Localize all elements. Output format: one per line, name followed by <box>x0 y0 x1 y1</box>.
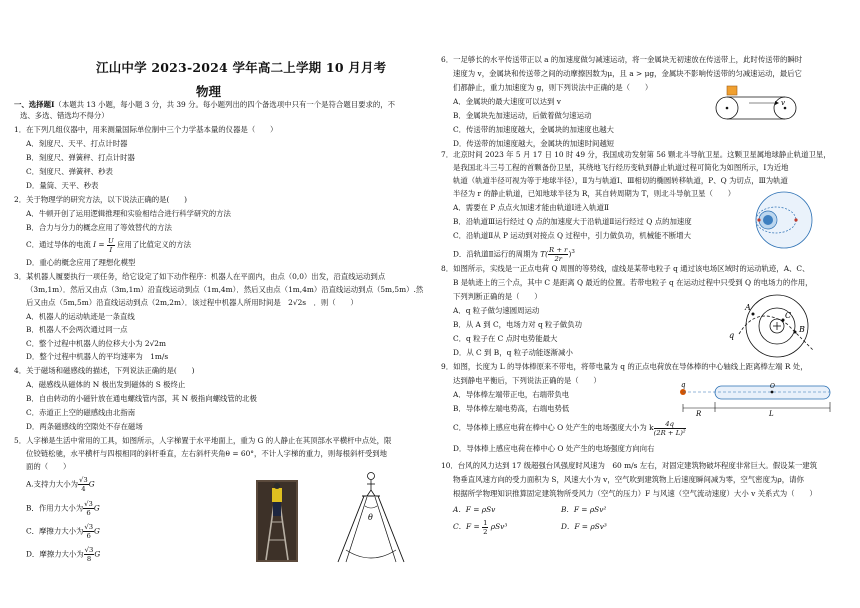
q7-orbit-figure <box>746 190 822 250</box>
section-desc-1: （本题共 13 小题，每小题 3 分，共 39 分。每小题列出的四个备选项中只有一个是符合题目要求的，不 <box>54 100 396 109</box>
q10-c-num: 1 <box>483 518 488 527</box>
q5-line-2: 位铰链松驰，水平横杆与四根相同的斜杆垂直，左右斜杆夹角θ = 60°，不计人字梯的重力，则每根斜杆受到地 <box>26 449 388 458</box>
q9-line-1: 9．如图，长度为 L 的导体棒原来不带电，将带电量为 q 的正点电荷放在导体棒的中心轴线上距离棒左端 R 处， <box>441 362 808 371</box>
q8-option-b: B．从 A 到 C，电场力对 q 粒子做负功 <box>453 320 582 329</box>
q2-c-den: I <box>109 245 113 254</box>
q9-option-d: D．导体棒上感应电荷在棒中心 O 处产生的电场强度方向向右 <box>453 444 655 453</box>
q4-option-b: B．自由转动的小磁针放在通电螺线管内部，其 N 极指向螺线管的北极 <box>26 394 257 403</box>
q6-line-1: 6．一足够长的水平传送带正以 a 的加速度做匀减速运动，将一金属块无初速放在传送带上，此时传送带的瞬时 <box>441 55 803 64</box>
q5-b-den: 6 <box>86 509 91 517</box>
q8-line-1: 8．如图所示，实线是一正点电荷 Q 周围的等势线，虚线是某带电粒子 q 通过该电场区域时的运动轨迹，A、C、 <box>441 264 810 273</box>
q5-ladder-diagram <box>332 470 410 566</box>
q3-line-2: （3m,1m）．然后又由点（3m,1m）沿直线运动到点（1m,4m）．然后又由点（1m,4m）沿直线运动到点（5m,5m）.然 <box>26 285 424 294</box>
q5-a-den: 4 <box>81 485 86 493</box>
q1-stem: 1．在下列几组仪器中，用来测量国际单位制中三个力学基本量的仪器是（ ） <box>14 125 278 134</box>
q6-option-a: A．金属块的最大速度可以达到 v <box>453 97 561 106</box>
q7-d-post: ) <box>568 249 572 259</box>
q9-O-label: O <box>770 383 775 390</box>
q7-d-pre: D．沿轨道Ⅱ运行的周期为 <box>453 249 538 259</box>
q8-C-label: C <box>785 311 792 320</box>
q10-option-d: D．F = ρSv³ <box>561 522 607 531</box>
q5-d-den: 8 <box>86 555 92 563</box>
q10-line-2: 物垂直风速方向的受力面积为 S，风速大小为 v，空气吹到建筑物上后速度瞬间减为零，空气密度为ρ，请你 <box>453 475 804 484</box>
q6-conveyor-figure <box>715 84 797 122</box>
q6-option-c: C．传送带的加速度越大，金属块的加速度也越大 <box>453 125 614 134</box>
q7-line-1: 7．北京时间 2023 年 5 月 17 日 10 时 49 分，我国成功发射第 56 颗北斗导航卫星。这颗卫星属地球静止轨道卫星， <box>441 150 831 159</box>
q8-B-label: B <box>799 325 805 334</box>
q7-line-4: 半径为 r 的静止轨道，已知地球半径为 R，其自转周期为 T，则北斗导航卫星（ ） <box>453 189 736 198</box>
q5-a-pre: A.支持力大小为 <box>26 479 79 489</box>
q10-line-3: 根据所学物理知识推算固定建筑物所受风力（空气的压力）F 与风速（空气流动速度）大小 v 关系式为（ ） <box>453 489 817 498</box>
q9-c-fraction <box>654 420 686 437</box>
q9-option-a: A．导体棒左端带正电，右端带负电 <box>453 390 570 399</box>
q7-d-den: 2r <box>554 254 563 263</box>
q1-option-a: A．刻度尺、天平、打点计时器 <box>26 139 128 148</box>
q10-c-pre: C．F = <box>453 522 480 531</box>
q10-option-a: A．F = ρSv <box>453 505 496 514</box>
q7-d-T: T( <box>540 249 549 259</box>
q1-option-d: D．量筒、天平、秒表 <box>26 181 99 190</box>
right-column <box>441 0 853 608</box>
q5-theta-label: θ <box>368 513 373 522</box>
q7-line-3: 轨道（轨道半径可视为等于地球半径），Ⅱ为与轨道Ⅰ、Ⅲ相切的椭圆转移轨道，P、Q 为切点，Ⅲ为轨道 <box>453 176 788 185</box>
q3-option-c: C．整个过程中机器人的位移大小为 2√2m <box>26 339 166 348</box>
q5-line-1: 5．人字梯是生活中常用的工具，如图所示，人字梯置于水平地面上，重为 G 的人静止在其顶部水平横杆中点处，限 <box>14 436 392 445</box>
q3-option-d: D．整个过程中机器人的平均速率为 1m/s <box>26 352 169 361</box>
q9-c-den: (2R + L)² <box>653 428 686 437</box>
subject-title: 物理 <box>196 84 222 99</box>
q2-option-c <box>26 236 191 254</box>
q2-c-num: U <box>107 236 114 245</box>
q3-option-a: A．机器人的运动轨迹是一条直线 <box>26 312 135 321</box>
q8-option-d: D．从 C 到 B，q 粒子动能逐渐减小 <box>453 348 573 357</box>
q2-option-b: B．合力与分力的概念应用了等效替代的方法 <box>26 223 172 232</box>
q2-stem: 2．关于物理学的研究方法，以下说法正确的是( ) <box>14 195 188 204</box>
q7-option-a: A．需要在 P 点点火加速才能由轨道Ⅰ进入轨道Ⅱ <box>453 203 609 212</box>
q6-option-d: D．传送带的加速度越大，金属块的加速时间越短 <box>453 139 615 148</box>
exam-title: 江山中学 2023-2024 学年高二上学期 10 月月考 <box>96 60 387 75</box>
q3-line-3: 后又由点（5m,5m）沿直线运动到点（2m,2m）．该过程中机器人所用时间是 2√2s ．则（ ） <box>26 298 358 307</box>
q9-line-2: 达到静电平衡后，下列说法正确的是（ ） <box>453 376 601 385</box>
q2-option-d: D．重心的概念应用了理想化模型 <box>26 258 136 267</box>
q5-option-d <box>26 546 100 563</box>
q5-option-b <box>26 500 100 517</box>
q5-c-pre: C．摩擦力大小为 <box>26 526 84 536</box>
section-heading: 一、选择题Ⅰ <box>14 100 55 109</box>
q5-d-unit: G <box>94 549 101 559</box>
q7-line-2: 是我国北斗三号工程的首颗备份卫星，其绕地飞行经历变轨到静止轨道过程可简化为如图所示，Ⅰ为近地 <box>453 163 789 172</box>
q10-c-post: ρSv³ <box>490 522 508 531</box>
section-heading-line <box>14 100 395 110</box>
q6-line-2: 速度为 v，金属块和传送带之间的动摩擦因数为μ，且 a > μg，金属块不影响传送带的匀减速运动，最后它 <box>453 69 802 78</box>
q4-option-c: C．赤道正上空的磁感线由北指南 <box>26 408 136 417</box>
q4-option-a: A．磁感线从磁体的 N 极出发到磁体的 S 极终止 <box>26 380 186 389</box>
q10-option-c <box>453 518 507 536</box>
q2-c-eq: I = <box>93 240 105 249</box>
q3-option-b: B．机器人不会两次通过同一点 <box>26 325 128 334</box>
q9-option-c <box>453 418 686 438</box>
q1-option-b: B．刻度尺、弹簧秤、打点计时器 <box>26 153 135 162</box>
q5-a-num: √3 <box>79 476 88 484</box>
q5-d-pre: D．摩擦力大小为 <box>26 549 84 559</box>
q7-d-num: R + r <box>549 245 568 254</box>
q9-q-label: q <box>681 381 686 389</box>
q8-field-figure <box>721 290 821 362</box>
q7-d-fraction <box>548 246 568 263</box>
q5-ladder-photo <box>256 480 298 562</box>
q6-option-b: B．金属块先加速运动，后做着做匀速运动 <box>453 111 592 120</box>
q7-d-exp: 3 <box>571 249 575 255</box>
q7-option-b: B．沿轨道Ⅲ运行经过 Q 点的加速度大于沿轨道Ⅱ运行经过 Q 点的加速度 <box>453 217 692 226</box>
q10-c-fraction <box>482 519 488 536</box>
q10-line-1: 10．台风的风力达到 17 级超强台风强度时风速为 60 m/s 左右，对固定建筑物破坏程度非常巨大。假设某一建筑 <box>441 461 818 470</box>
q8-A-label: A <box>745 303 751 312</box>
q5-d-num: √3 <box>84 546 94 554</box>
q5-c-den: 6 <box>86 532 91 540</box>
q2-option-a: A．牛顿开创了运用逻辑推理和实验相结合进行科学研究的方法 <box>26 209 231 218</box>
q5-b-num: √3 <box>84 500 93 508</box>
q2-c-post: 应用了比值定义的方法 <box>117 240 191 249</box>
q4-stem: 4．关于磁场和磁感线的描述，下列说法正确的是( ) <box>14 366 195 375</box>
section-desc-2: 选、多选、错选均不得分） <box>20 111 109 120</box>
q5-c-fraction <box>83 523 94 540</box>
q4-option-d: D．两条磁感线的空隙处不存在磁场 <box>26 422 143 431</box>
left-column <box>14 0 432 608</box>
q5-option-a <box>26 476 95 493</box>
q3-line-1: 3．某机器人履要执行一项任务，给它设定了如下动作程序：机器人在平面内，由点（0,0）出发，沿直线运动到点 <box>14 272 386 281</box>
q5-line-3: 面的（ ） <box>26 462 71 471</box>
q8-q-label: q <box>729 331 735 340</box>
q5-a-fraction <box>78 476 89 493</box>
q5-b-unit: G <box>93 503 100 513</box>
q8-line-3: 下列判断正确的是（ ） <box>453 292 542 301</box>
q5-c-unit: G <box>94 526 100 536</box>
q5-option-c <box>26 523 100 540</box>
q9-R-label: R <box>696 410 702 418</box>
q6-line-3: 们都静止，重力加速度为 g，则下列说法中正确的是（ ） <box>453 83 653 92</box>
q5-b-fraction <box>83 500 94 517</box>
q9-c-pre: C．导体棒上感应电荷在棒中心 O 处产生的电场强度大小为 k <box>453 423 654 432</box>
q7-option-d <box>453 243 575 263</box>
q9-L-label: L <box>769 410 774 418</box>
q9-rod-figure <box>673 378 838 418</box>
q6-v-label: v <box>781 99 785 107</box>
q9-c-num: 4q <box>654 420 686 429</box>
q2-c-fraction <box>107 237 115 254</box>
q2-c-pre: C．通过导体的电流 <box>26 240 91 249</box>
q5-d-fraction <box>84 546 95 563</box>
q5-a-unit: G <box>88 479 95 489</box>
q5-b-pre: B．作用力大小为 <box>26 503 84 513</box>
q8-line-2: B 是轨迹上的三个点，其中 C 是距离 Q 最近的位置。若带电粒子 q 在运动过程中只受到 Q 的电场力的作用， <box>453 278 813 287</box>
q1-option-c: C．刻度尺、弹簧秤、秒表 <box>26 167 113 176</box>
q10-c-den: 2 <box>483 527 488 536</box>
q7-option-c: C．沿轨道Ⅱ从 P 运动到对接点 Q 过程中，引力做负功，机械能不断增大 <box>453 231 692 240</box>
q8-option-c: C．q 粒子在 C 点时电势能最大 <box>453 334 558 343</box>
q10-option-b: B．F = ρSv² <box>561 505 607 514</box>
q5-c-num: √3 <box>84 523 94 531</box>
q9-option-b: B．导体棒左端电势高，右端电势低 <box>453 404 570 413</box>
q8-option-a: A．q 粒子做匀速圆周运动 <box>453 306 540 315</box>
